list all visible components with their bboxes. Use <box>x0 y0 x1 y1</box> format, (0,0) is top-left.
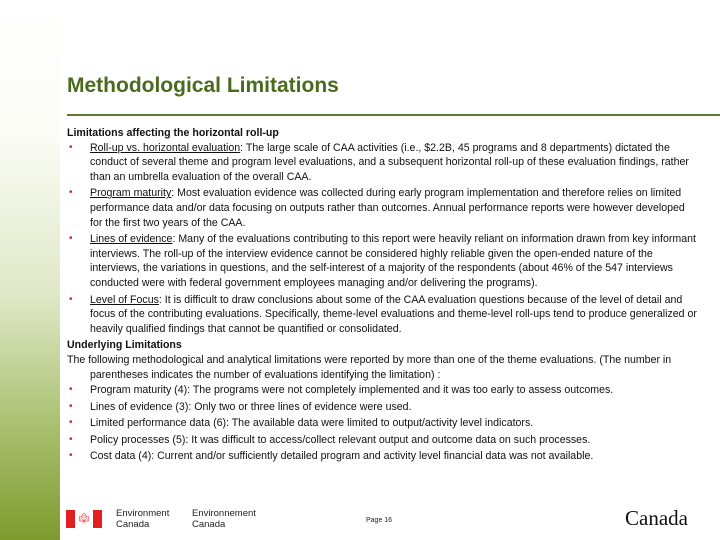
bullet-icon: • <box>69 187 73 199</box>
footer <box>0 500 720 540</box>
item-term: Program maturity <box>90 187 172 200</box>
page-title: Methodological Limitations <box>67 74 339 97</box>
section-heading: Underlying Limitations <box>67 339 182 352</box>
section-intro: The following methodological and analytical limitations were reported by more than one of the theme evaluations. (The number in parentheses indicates the number of evaluations identifying the limitation) : <box>67 353 672 381</box>
canada-flag-icon: 🍁︎ <box>66 510 102 528</box>
bullet-icon: • <box>69 417 73 429</box>
list-item <box>67 416 699 431</box>
item-text: : The large scale of CAA activities (i.e., $2.2B, 45 programs and 8 departments) dictated the conduct of several theme and program level evaluations, and a subsequent horizontal roll-up of these evaluation findings, rather than an umbrella evaluation of the overall CAA. <box>90 141 689 183</box>
decorative-gradient-strip <box>0 0 60 540</box>
item-text: : Many of the evaluations contributing to this report were heavily reliant on information drawn from key informant interviews. The roll-up of the interview evidence cannot be considered highly reliable given the open-ended nature of the interviews, the variations in questions, and the self-interest of a majority of the respondents (about 46% of the 547 interviews conducted were with federal government employees managing and/or delivering the programs). <box>90 233 696 289</box>
department-name-french <box>192 508 256 530</box>
item-text: : It is difficult to draw conclusions about some of the CAA evaluation questions because of the level of detail and focus of the contributing evaluations. Specifically, theme-level evaluations and theme-level roll-ups tend to produce generalized or heavily qualified findings that cannot be quantified or consolidated. <box>90 293 697 335</box>
item-text: : Most evaluation evidence was collected during early program implementation and therefore relies on limited performance data and/or data focusing on outputs rather than outcomes. Annual performance reports were however developed for the first two years of the CAA. <box>90 187 685 229</box>
item-text: Limited performance data (6): The available data were limited to output/activity level indicators. <box>90 417 534 430</box>
section-heading: Limitations affecting the horizontal roll-up <box>67 127 279 139</box>
list-item <box>67 400 699 415</box>
dept-en-line1: Environment <box>116 508 170 519</box>
page-number: Page 16 <box>366 517 393 524</box>
list-item <box>67 186 699 230</box>
list-item <box>67 383 699 398</box>
bullet-icon: • <box>69 384 73 396</box>
dept-fr-line1: Environnement <box>192 508 256 519</box>
bullet-icon: • <box>69 233 73 245</box>
bullet-icon: • <box>69 293 73 305</box>
item-text: Lines of evidence (3): Only two or three lines of evidence were used. <box>90 400 412 413</box>
list-item <box>67 293 699 337</box>
list-item <box>67 141 699 185</box>
list-item <box>67 232 699 290</box>
department-name-english <box>116 508 169 530</box>
dept-fr-line2: Canada <box>192 519 226 530</box>
item-text: Policy processes (5): It was difficult to access/collect relevant output and outcome data on such processes. <box>90 433 591 446</box>
bullet-icon: • <box>69 433 73 445</box>
bullet-icon: • <box>69 141 73 153</box>
bullet-icon: • <box>69 400 73 412</box>
item-term: Lines of evidence <box>90 233 173 246</box>
item-term: Level of Focus <box>90 293 159 306</box>
item-text: Program maturity (4): The programs were not completely implemented and it was too early to assess outcomes. <box>90 384 614 397</box>
item-term: Roll-up vs. horizontal evaluation <box>90 141 241 154</box>
bullet-icon: • <box>69 450 73 462</box>
item-text: Cost data (4): Current and/or sufficiently detailed program and activity level financial data was not available. <box>90 450 594 463</box>
slide-content <box>67 126 699 466</box>
list-item <box>67 433 699 448</box>
list-item <box>67 449 699 464</box>
canada-wordmark: Canada <box>625 506 688 530</box>
title-divider <box>67 114 720 116</box>
dept-en-line2: Canada <box>116 519 150 530</box>
